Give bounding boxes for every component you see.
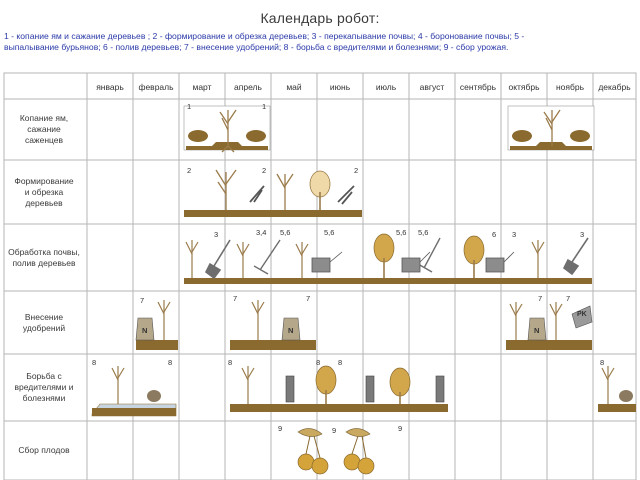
marker: 2	[354, 166, 359, 175]
row5-pest-illustrations	[92, 366, 636, 416]
month-header-april: апрель	[234, 82, 262, 92]
marker: 3	[512, 230, 517, 239]
marker: 7	[140, 296, 145, 305]
row4-fertilizer-illustrations	[136, 300, 592, 350]
bag-label-pk: PK	[577, 311, 587, 318]
marker: 5,6	[396, 228, 407, 237]
marker: 5,6	[280, 228, 291, 237]
marker: 8	[600, 358, 605, 367]
rabbit-icon	[147, 390, 161, 402]
marker: 8	[92, 358, 97, 367]
row-label-fertilizing: Внесение удобрений	[22, 311, 66, 333]
month-header-september: сентябрь	[459, 82, 497, 92]
row-label-pruning: Формирование и обрезка деревьев	[14, 175, 74, 208]
pruning-shears-icon	[250, 186, 264, 202]
marker: 5,6	[418, 228, 429, 237]
marker: 8	[338, 358, 343, 367]
marker: 8	[316, 358, 321, 367]
marker: 2	[262, 166, 267, 175]
row-label-harvest: Сбор плодов	[18, 445, 70, 455]
tree-crown-icon	[316, 366, 336, 394]
marker: 7	[538, 294, 543, 303]
marker: 3,4	[256, 228, 267, 237]
month-header-october: октябрь	[508, 82, 540, 92]
row-label-soil: Обработка почвы, полив деревьев	[8, 246, 80, 268]
bag-label-n: N	[288, 326, 294, 335]
month-header-june: июнь	[329, 82, 351, 92]
row2-pruning-illustrations	[184, 170, 362, 217]
marker: 6	[492, 230, 497, 239]
marker: 3	[214, 230, 219, 239]
month-header-march: март	[192, 82, 212, 92]
marker: 9	[398, 424, 403, 433]
tree-crown-icon	[464, 236, 484, 264]
tree-crown-icon	[374, 234, 394, 262]
row3-soil-illustrations	[184, 234, 592, 284]
month-header-august: август	[419, 82, 445, 92]
tree-crown-icon	[390, 368, 410, 396]
marker: 9	[332, 426, 337, 435]
marker: 7	[306, 294, 311, 303]
month-header-may: май	[286, 82, 302, 92]
month-header-january: январь	[96, 82, 124, 92]
sprayer-icon	[286, 376, 444, 402]
legend-line-1: 1 - копание ям и сажание деревьев ; 2 - формирование и обрезка деревьев; 3 - перекапывание почвы; 4 - боронование почвы; 5 -	[4, 31, 525, 41]
page-title: Календарь робот:	[260, 10, 380, 26]
marker: 1	[187, 102, 192, 111]
month-header-february: февраль	[138, 82, 174, 92]
marker: 7	[566, 294, 571, 303]
marker: 9	[278, 424, 283, 433]
tree-bare-icon	[216, 170, 293, 210]
month-header-november: ноябрь	[555, 82, 585, 92]
marker: 5,6	[324, 228, 335, 237]
marker: 1	[262, 102, 267, 111]
legend-line-2: выпалывание бурьянов; 6 - полив деревьев; 7 - внесение удобрений; 8 - борьба с вредителями и болезнями; 9 - сбор урожая.	[4, 42, 509, 52]
bag-label-n: N	[534, 326, 540, 335]
month-header-december: декабрь	[598, 82, 631, 92]
pruning-shears-icon	[338, 186, 354, 204]
marker: 7	[233, 294, 238, 303]
marker: 2	[187, 166, 192, 175]
rabbit-icon	[619, 390, 633, 402]
row-label-pests: Борьба с вредителями и болезнями	[14, 371, 74, 403]
row-label-planting: Копание ям, сажание саженцев	[19, 113, 69, 145]
month-header-july: июль	[375, 82, 397, 92]
row1-planting-illustrations	[184, 106, 594, 152]
marker: 8	[168, 358, 173, 367]
marker: 8	[228, 358, 233, 367]
bag-label-n: N	[142, 326, 148, 335]
marker: 3	[580, 230, 585, 239]
